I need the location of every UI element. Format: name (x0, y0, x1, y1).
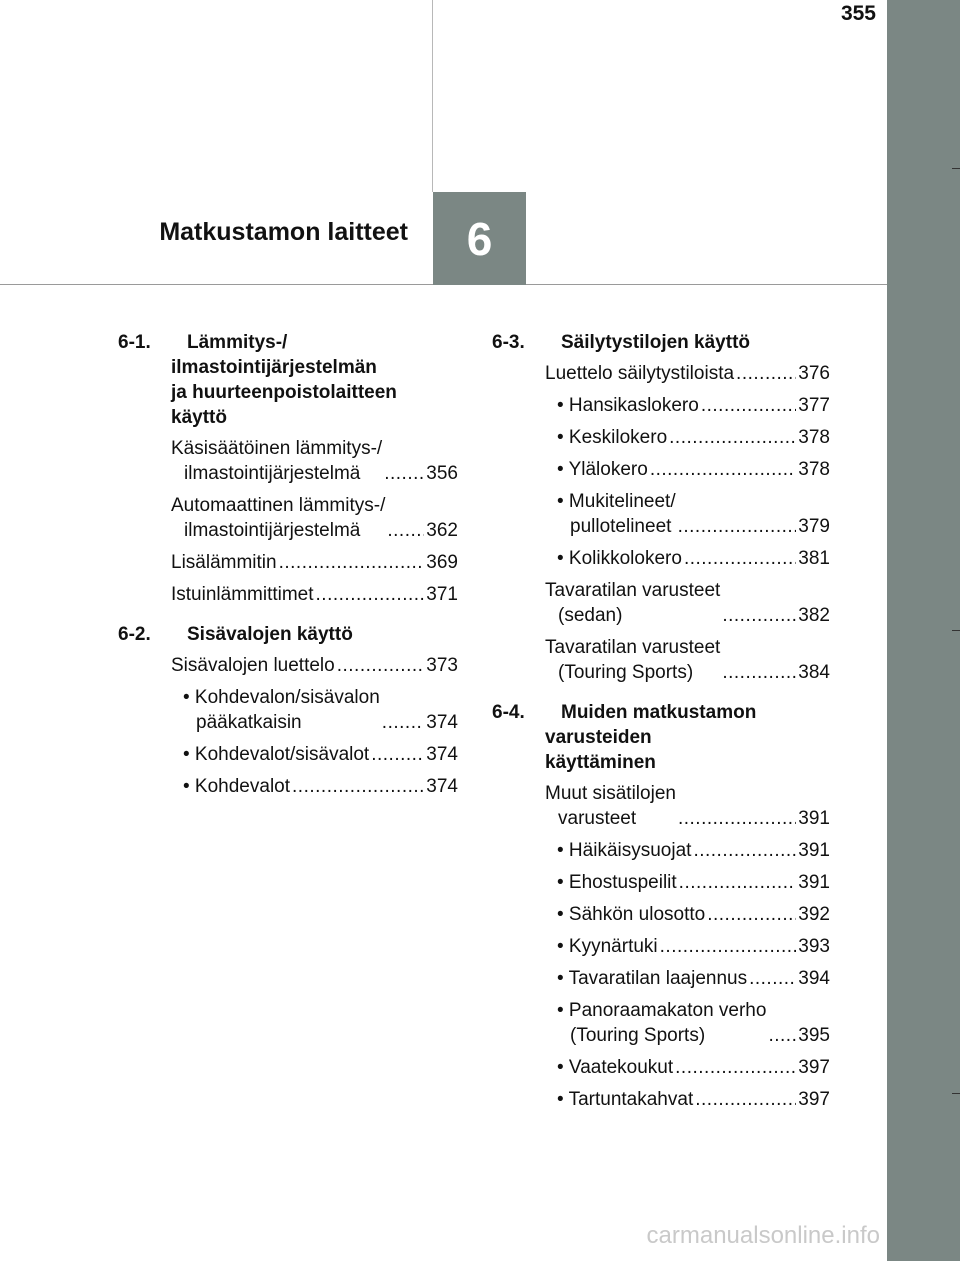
toc-entry[interactable] (118, 742, 458, 767)
entry-page-number: 397 (798, 1089, 830, 1110)
toc-entry[interactable] (118, 774, 458, 799)
dot-leader (768, 1023, 796, 1048)
entry-label-line: • Kolikkolokero (557, 548, 682, 569)
dot-leader (387, 518, 424, 543)
toc-entry[interactable] (492, 578, 830, 628)
entry-text (545, 578, 720, 628)
entry-page-number: 379 (798, 516, 830, 537)
toc-entry[interactable] (492, 425, 830, 450)
entry-label-line: Muut sisätilojen (545, 783, 676, 804)
entry-label-line: Lisälämmitin (171, 552, 277, 573)
entry-text (557, 489, 676, 539)
entry-text (557, 425, 667, 450)
toc-entry[interactable] (492, 1087, 830, 1112)
entry-label-line: Istuinlämmittimet (171, 584, 314, 605)
crop-mark (952, 168, 960, 169)
toc-entry[interactable] (492, 393, 830, 418)
entry-label-line: Sisävalojen luettelo (171, 655, 335, 676)
entry-page-number: 397 (798, 1057, 830, 1078)
entry-page-number: 374 (426, 712, 458, 733)
entry-text (171, 550, 277, 575)
toc-entry[interactable] (118, 653, 458, 678)
entry-label-line: • Kyynärtuki (557, 936, 658, 957)
entry-page-number: 392 (798, 904, 830, 925)
entry-page-number: 384 (798, 662, 830, 683)
section-title-line: käyttäminen (545, 752, 656, 773)
toc-entry[interactable] (118, 550, 458, 575)
entry-text (171, 436, 382, 486)
dot-leader (371, 742, 424, 767)
entry-label-line: pullotelineet (570, 516, 672, 537)
entry-label-line: • Ylälokero (557, 459, 648, 480)
entry-label-line: • Kohdevalot (183, 776, 291, 797)
dot-leader (669, 425, 796, 450)
entry-page-number: 376 (798, 363, 830, 384)
dot-leader (650, 457, 796, 482)
dot-leader (707, 902, 796, 927)
section-number: 6-3. (492, 332, 525, 353)
entry-text (557, 998, 766, 1048)
entry-page-number: 374 (426, 744, 458, 765)
watermark: carmanualsonline.info (646, 1222, 880, 1249)
dot-leader (684, 546, 796, 571)
toc-entry[interactable] (492, 489, 830, 539)
entry-label-line: • Ehostuspeilit (557, 872, 677, 893)
entry-label-line: • Sähkön ulosotto (557, 904, 706, 925)
toc-entry[interactable] (492, 361, 830, 386)
entry-page-number: 374 (426, 776, 458, 797)
dot-leader (679, 870, 797, 895)
section-number: 6-2. (118, 624, 151, 645)
toc-entry[interactable] (492, 870, 830, 895)
toc-left-column (118, 330, 458, 806)
entry-text (557, 966, 747, 991)
dot-leader (316, 582, 425, 607)
entry-page-number: 377 (798, 395, 830, 416)
dot-leader (749, 966, 796, 991)
entry-page-number: 371 (426, 584, 458, 605)
entry-label-line: (Touring Sports) (570, 1025, 706, 1046)
toc-section-heading[interactable] (492, 700, 830, 775)
entry-text (557, 902, 705, 927)
toc-entry[interactable] (492, 635, 830, 685)
entry-page-number: 378 (798, 459, 830, 480)
entry-page-number: 369 (426, 552, 458, 573)
toc-entry[interactable] (118, 436, 458, 486)
entry-label-line: ilmastointijärjestelmä (184, 520, 361, 541)
section-number: 6-1. (118, 332, 151, 353)
dot-leader (736, 361, 796, 386)
dot-leader (292, 774, 424, 799)
entry-page-number: 381 (798, 548, 830, 569)
entry-text (183, 742, 369, 767)
section-title-line: ja huurteenpoistolaitteen (171, 382, 397, 403)
entry-label-line: • Mukitelineet/ (557, 491, 676, 512)
section-number: 6-4. (492, 702, 525, 723)
crop-mark (952, 630, 960, 631)
entry-text (557, 1087, 693, 1112)
entry-page-number: 362 (426, 520, 458, 541)
entry-label-line: • Panoraamakaton verho (557, 1000, 767, 1021)
entry-label-line: ilmastointijärjestelmä (184, 463, 361, 484)
dot-leader (279, 550, 425, 575)
entry-page-number: 356 (426, 463, 458, 484)
entry-text (557, 1055, 673, 1080)
toc-entry[interactable] (492, 966, 830, 991)
entry-label-line: Luettelo säilytystiloista (545, 363, 735, 384)
dot-leader (678, 514, 797, 539)
entry-text (171, 582, 314, 607)
section-title-line: varusteiden (545, 727, 652, 748)
dot-leader (675, 1055, 796, 1080)
dot-leader (660, 934, 797, 959)
dot-leader (722, 603, 796, 628)
entry-text (545, 361, 734, 386)
entry-page-number: 395 (798, 1025, 830, 1046)
dot-leader (693, 838, 796, 863)
entry-text (171, 493, 385, 543)
side-tab-band (887, 0, 960, 1261)
header-divider-vertical (432, 0, 433, 192)
entry-label-line: varusteet (558, 808, 637, 829)
chapter-title: Matkustamon laitteet (159, 218, 408, 246)
toc-section-heading[interactable] (118, 622, 458, 647)
entry-label-line: • Vaatekoukut (557, 1057, 674, 1078)
entry-text (557, 870, 677, 895)
entry-text (183, 774, 290, 799)
section-title-line: käyttö (171, 407, 227, 428)
toc-entry[interactable] (492, 781, 830, 831)
page-number: 355 (840, 2, 876, 25)
entry-label-line: pääkatkaisin (196, 712, 302, 733)
entry-page-number: 391 (798, 840, 830, 861)
dot-leader (384, 461, 424, 486)
toc-entry[interactable] (118, 493, 458, 543)
entry-label-line: • Keskilokero (557, 427, 668, 448)
toc-entry[interactable] (118, 582, 458, 607)
toc-section-heading[interactable] (118, 330, 458, 430)
chapter-number-box (433, 192, 526, 285)
entry-page-number: 394 (798, 968, 830, 989)
section-title-line: Säilytystilojen käyttö (561, 332, 751, 353)
entry-label-line: (Touring Sports) (558, 662, 694, 683)
crop-mark (952, 1093, 960, 1094)
entry-page-number: 373 (426, 655, 458, 676)
entry-label-line: • Hansikaslokero (557, 395, 699, 416)
chapter-number: 6 (466, 212, 493, 265)
entry-page-number: 382 (798, 605, 830, 626)
dot-leader (701, 393, 796, 418)
entry-text (545, 781, 676, 831)
entry-page-number: 391 (798, 872, 830, 893)
entry-label-line: Tavaratilan varusteet (545, 580, 721, 601)
entry-page-number: 378 (798, 427, 830, 448)
entry-text (557, 838, 691, 863)
toc-entry[interactable] (492, 1055, 830, 1080)
toc-entry[interactable] (492, 546, 830, 571)
section-title-line: Sisävalojen käyttö (187, 624, 353, 645)
toc-section-heading[interactable] (492, 330, 830, 355)
dot-leader (678, 806, 796, 831)
dot-leader (722, 660, 796, 685)
entry-page-number: 391 (798, 808, 830, 829)
entry-text (557, 934, 658, 959)
section-title-line: Muiden matkustamon (561, 702, 757, 723)
toc-entry[interactable] (118, 685, 458, 735)
section-gap (118, 614, 458, 622)
entry-label-line: • Tavaratilan laajennus (557, 968, 748, 989)
dot-leader (695, 1087, 796, 1112)
entry-label-line: • Tartuntakahvat (557, 1089, 694, 1110)
section-title-line: ilmastointijärjestelmän (171, 357, 377, 378)
entry-label-line: Tavaratilan varusteet (545, 637, 721, 658)
entry-text (557, 393, 699, 418)
section-gap (492, 692, 830, 700)
toc-entry[interactable] (492, 902, 830, 927)
section-title-line: Lämmitys-/ (187, 332, 288, 353)
entry-text (557, 457, 648, 482)
entry-label-line: Käsisäätöinen lämmitys-/ (171, 438, 383, 459)
toc-entry[interactable] (492, 934, 830, 959)
entry-label-line: • Häikäisysuojat (557, 840, 692, 861)
entry-label-line: (sedan) (558, 605, 623, 626)
entry-page-number: 393 (798, 936, 830, 957)
toc-entry[interactable] (492, 838, 830, 863)
toc-right-column (492, 330, 830, 1119)
entry-text (171, 653, 335, 678)
dot-leader (337, 653, 425, 678)
entry-label-line: • Kohdevalon/sisävalon (183, 687, 380, 708)
entry-label-line: • Kohdevalot/sisävalot (183, 744, 370, 765)
entry-text (545, 635, 720, 685)
entry-label-line: Automaattinen lämmitys-/ (171, 495, 386, 516)
toc-entry[interactable] (492, 457, 830, 482)
entry-text (557, 546, 682, 571)
dot-leader (382, 710, 425, 735)
entry-text (183, 685, 380, 735)
toc-entry[interactable] (492, 998, 830, 1048)
